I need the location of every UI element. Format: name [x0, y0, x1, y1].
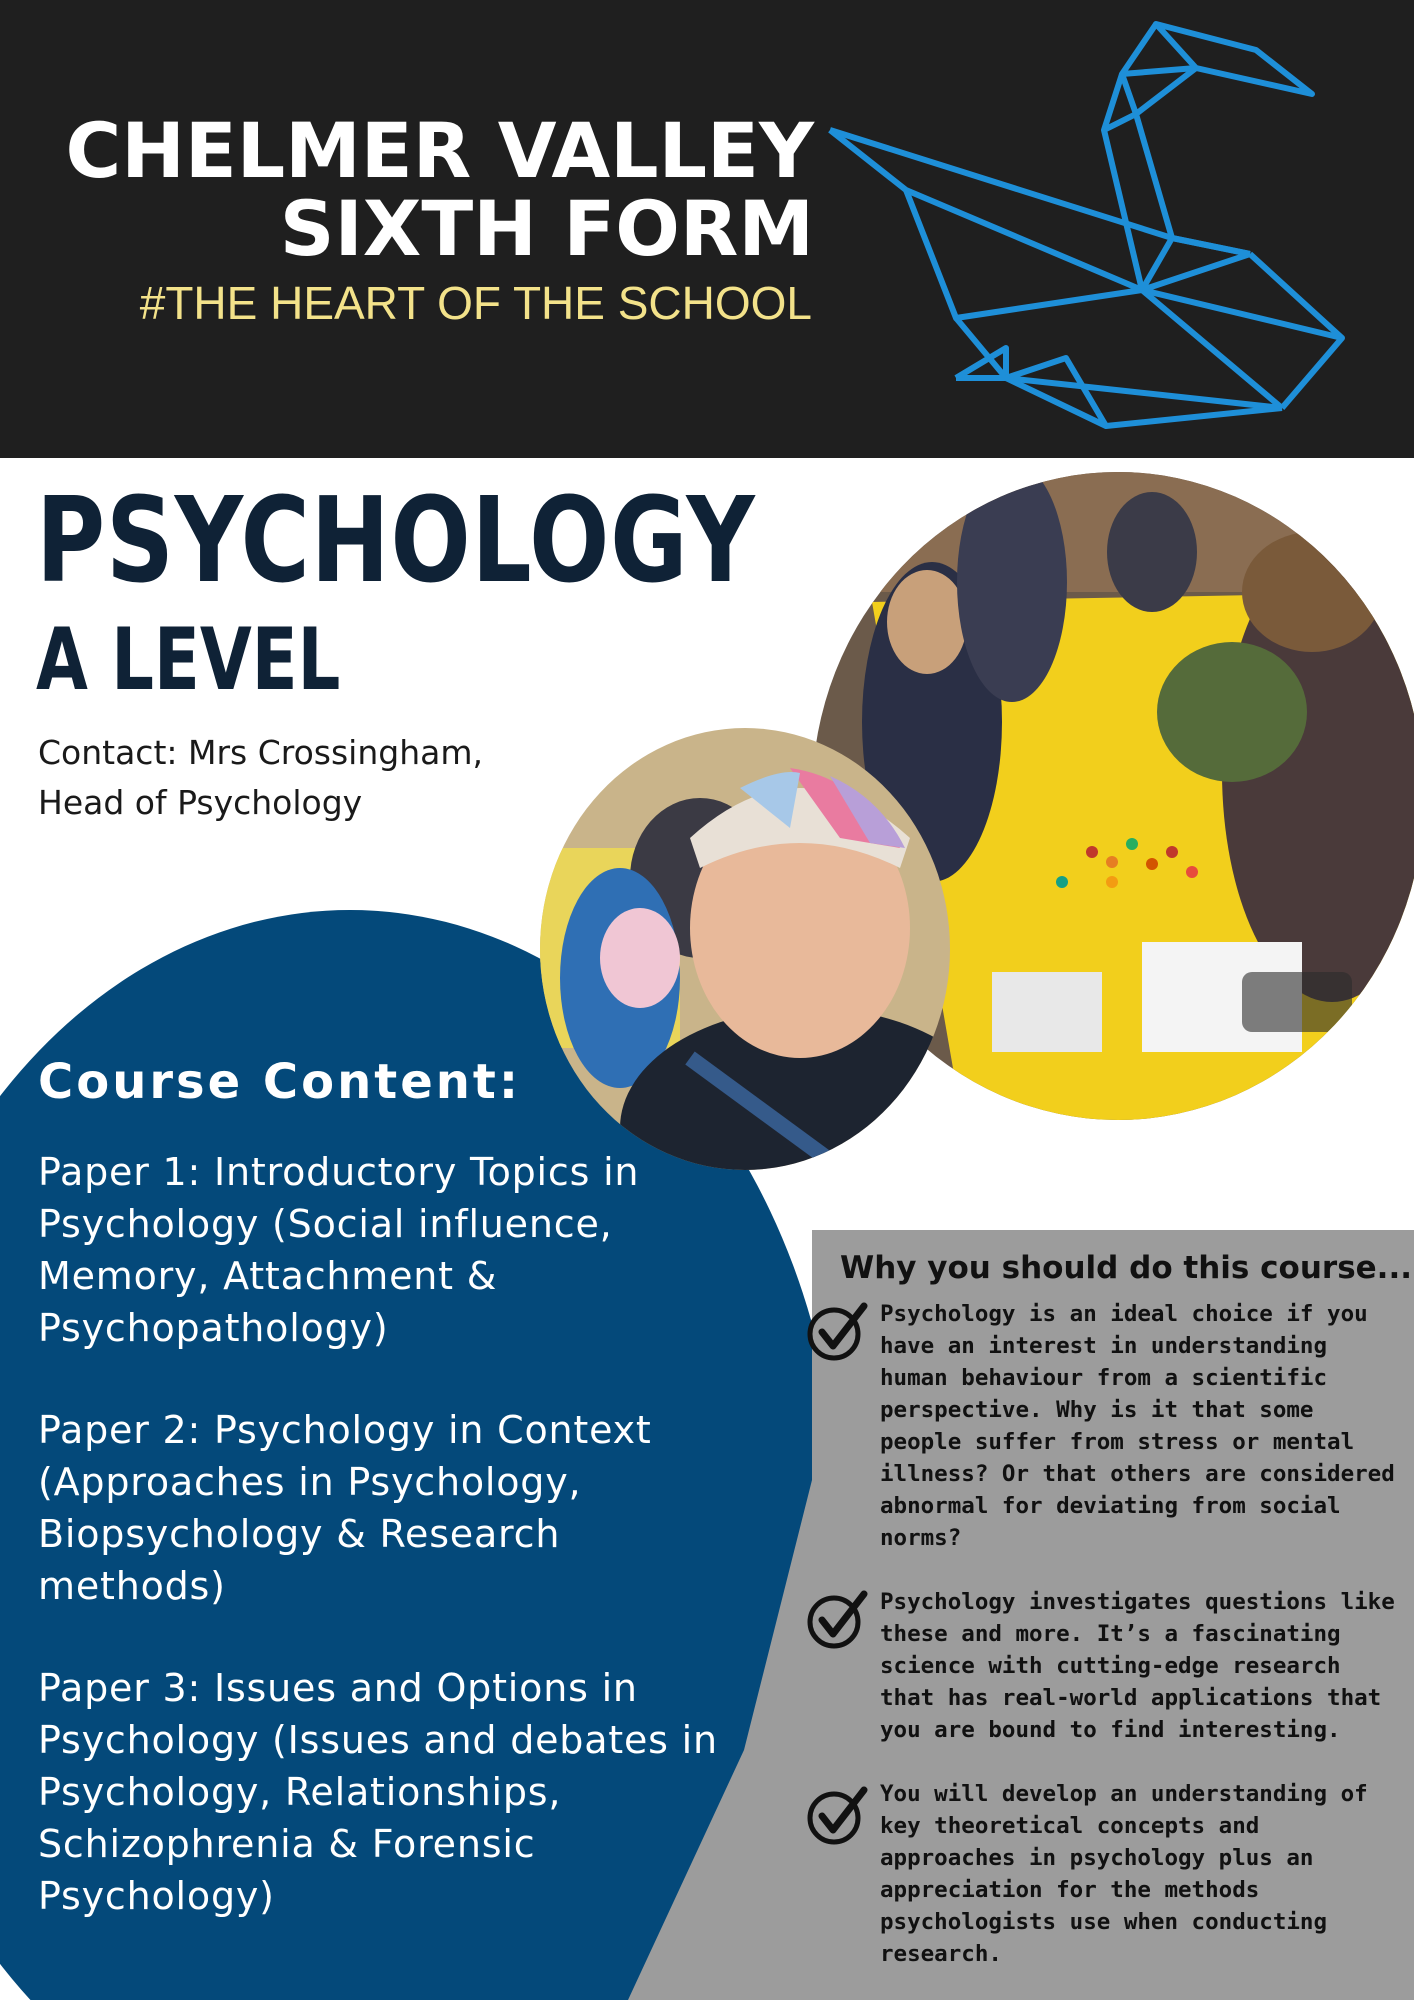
checkmark-circle-icon	[806, 1590, 868, 1650]
reason-1: Psychology is an ideal choice if you have an interest in understanding human behaviour from a scientific perspective. Why is it that some people suffer from stress or mental illness? Or that others are considered abnormal for deviating from social norms?	[880, 1301, 1395, 1551]
checkmark-circle-icon	[806, 1302, 868, 1362]
paper-1-description: Paper 1: Introductory Topics in Psychology (Social influence, Memory, Attachment & Psychopathology)	[38, 1150, 640, 1350]
reason-2: Psychology investigates questions like these and more. It’s a fascinating science with cutting-edge research that has real-world applications that you are bound to find interesting.	[880, 1589, 1395, 1743]
reason-3: You will develop an understanding of key theoretical concepts and approaches in psychology plus an appreciation for the methods psychologists use when conducting research.	[880, 1781, 1368, 1967]
why-heading: Why you should do this course...	[840, 1250, 1413, 1286]
contact-info	[38, 728, 558, 828]
school-name-line2: SIXTH FORM	[279, 184, 814, 273]
school-name-line1: CHELMER VALLEY	[65, 106, 814, 195]
subject-title: PSYCHOLOGY	[36, 471, 756, 609]
student-brain-hat-photo	[540, 728, 950, 1170]
header-banner	[0, 0, 1414, 458]
contact-name: Contact: Mrs Crossingham,	[38, 733, 483, 772]
paper-3-description: Paper 3: Issues and Options in Psychology (Issues and debates in Psychology, Relationships, Schizophrenia & Forensic Psychology)	[38, 1666, 718, 1918]
school-name	[54, 106, 814, 273]
course-content-heading: Course Content:	[38, 1054, 522, 1110]
tagline: #THE HEART OF THE SCHOOL	[139, 277, 812, 329]
checkmark-circle-icon	[806, 1786, 868, 1846]
contact-role: Head of Psychology	[38, 783, 363, 822]
paper-2-description: Paper 2: Psychology in Context (Approaches in Psychology, Biopsychology & Research methods)	[38, 1408, 652, 1608]
origami-swan-icon	[826, 18, 1346, 430]
level-title: A LEVEL	[36, 610, 341, 710]
